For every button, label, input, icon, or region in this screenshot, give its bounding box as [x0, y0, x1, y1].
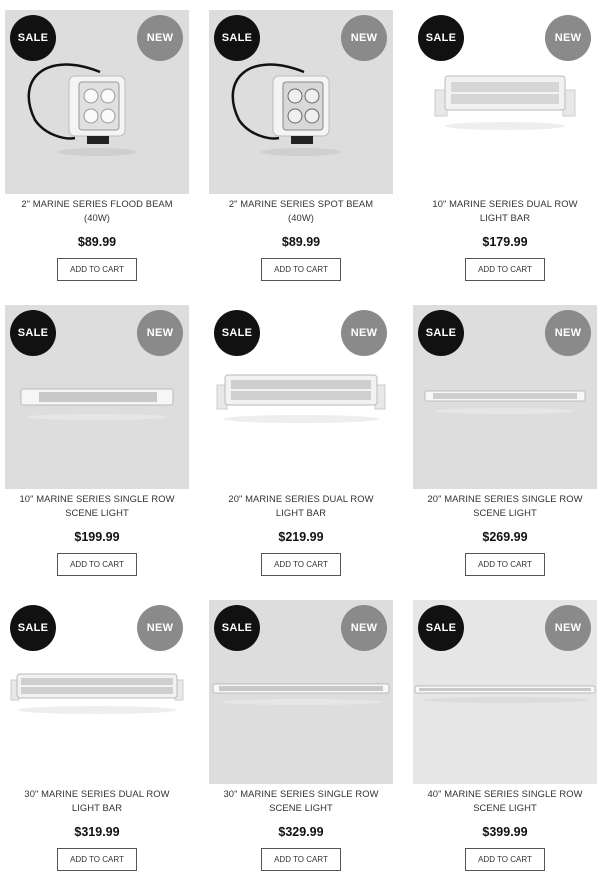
- product-card: [5, 10, 189, 281]
- product-title[interactable]: 30" MARINE SERIES DUAL ROW LIGHT BAR: [24, 788, 170, 813]
- add-to-cart-button[interactable]: ADD TO CART: [261, 553, 341, 576]
- add-to-cart-button[interactable]: ADD TO CART: [57, 553, 137, 576]
- product-price: $269.99: [482, 530, 528, 544]
- sale-badge: SALE: [10, 310, 56, 356]
- product-card: [209, 305, 393, 576]
- new-badge: NEW: [545, 15, 591, 61]
- new-badge: NEW: [137, 605, 183, 651]
- product-card: [5, 305, 189, 576]
- product-card: [209, 600, 393, 871]
- product-title[interactable]: 2" MARINE SERIES FLOOD BEAM (40W): [21, 198, 173, 223]
- product-price: $329.99: [278, 825, 324, 839]
- new-badge: NEW: [545, 310, 591, 356]
- sale-badge: SALE: [214, 15, 260, 61]
- product-title[interactable]: 40" MARINE SERIES SINGLE ROW SCENE LIGHT: [427, 788, 583, 813]
- sale-badge: SALE: [214, 605, 260, 651]
- product-image[interactable]: [209, 305, 393, 489]
- product-title[interactable]: 20" MARINE SERIES SINGLE ROW SCENE LIGHT: [427, 493, 583, 518]
- add-to-cart-button[interactable]: ADD TO CART: [261, 258, 341, 281]
- product-price: $89.99: [77, 235, 117, 249]
- product-card: [413, 600, 597, 871]
- product-price: $219.99: [278, 530, 324, 544]
- product-card: [413, 305, 597, 576]
- add-to-cart-button[interactable]: ADD TO CART: [57, 848, 137, 871]
- product-image[interactable]: [209, 10, 393, 194]
- product-price: $199.99: [74, 530, 120, 544]
- product-image[interactable]: [5, 10, 189, 194]
- product-image[interactable]: [5, 600, 189, 784]
- new-badge: NEW: [341, 15, 387, 61]
- new-badge: NEW: [137, 15, 183, 61]
- new-badge: NEW: [545, 605, 591, 651]
- add-to-cart-button[interactable]: ADD TO CART: [261, 848, 341, 871]
- sale-badge: SALE: [418, 15, 464, 61]
- product-title[interactable]: 20" MARINE SERIES DUAL ROW LIGHT BAR: [228, 493, 374, 518]
- product-price: $399.99: [482, 825, 528, 839]
- product-price: $179.99: [482, 235, 528, 249]
- product-title[interactable]: 2" MARINE SERIES SPOT BEAM (40W): [228, 198, 374, 223]
- sale-badge: SALE: [418, 605, 464, 651]
- product-price: $89.99: [281, 235, 321, 249]
- product-image[interactable]: [413, 10, 597, 194]
- add-to-cart-button[interactable]: ADD TO CART: [465, 553, 545, 576]
- add-to-cart-button[interactable]: ADD TO CART: [465, 848, 545, 871]
- sale-badge: SALE: [10, 605, 56, 651]
- add-to-cart-button[interactable]: ADD TO CART: [465, 258, 545, 281]
- new-badge: NEW: [341, 605, 387, 651]
- product-image[interactable]: [209, 600, 393, 784]
- product-title[interactable]: 10" MARINE SERIES SINGLE ROW SCENE LIGHT: [19, 493, 175, 518]
- product-image[interactable]: [413, 600, 597, 784]
- product-image[interactable]: [413, 305, 597, 489]
- sale-badge: SALE: [418, 310, 464, 356]
- sale-badge: SALE: [214, 310, 260, 356]
- product-title[interactable]: 10" MARINE SERIES DUAL ROW LIGHT BAR: [432, 198, 578, 223]
- new-badge: NEW: [137, 310, 183, 356]
- add-to-cart-button[interactable]: ADD TO CART: [57, 258, 137, 281]
- product-card: [413, 10, 597, 281]
- product-card: [5, 600, 189, 871]
- new-badge: NEW: [341, 310, 387, 356]
- product-title[interactable]: 30" MARINE SERIES SINGLE ROW SCENE LIGHT: [223, 788, 379, 813]
- product-image[interactable]: [5, 305, 189, 489]
- sale-badge: SALE: [10, 15, 56, 61]
- product-price: $319.99: [74, 825, 120, 839]
- product-card: [209, 10, 393, 281]
